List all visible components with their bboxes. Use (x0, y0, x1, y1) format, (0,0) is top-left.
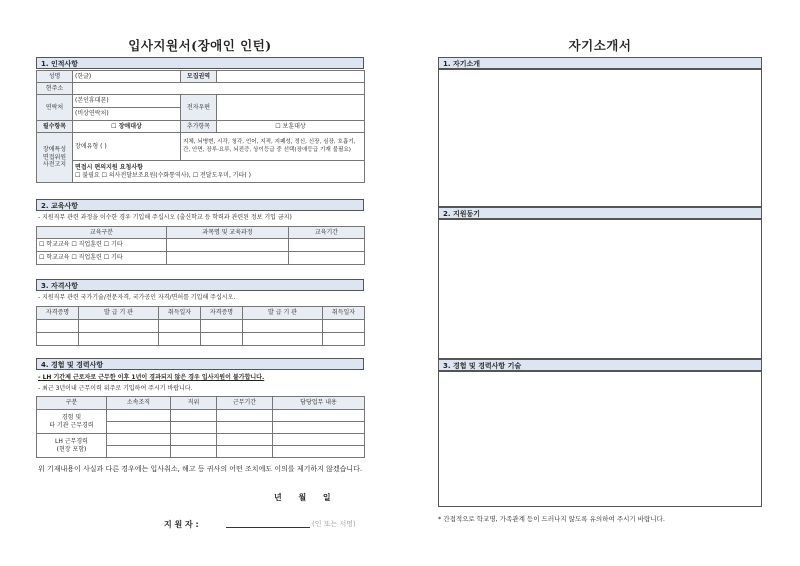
exp-position-field[interactable] (171, 422, 217, 434)
education-type-checkboxes[interactable]: ☐ 학교교육 ☐ 직업훈련 ☐ 기타 (37, 239, 167, 252)
section-education-header: 2. 교육사항 (36, 199, 364, 211)
sign-date: 년 월 일 (274, 493, 331, 502)
exp-lh-label: LH 근무경력 (현장 포함) (37, 434, 107, 458)
interview-support-title: 면접시 편의지원 요청사항 (75, 164, 143, 171)
q1-answer-box[interactable] (438, 69, 762, 207)
disability-type-options: 지체, 뇌병변, 시각, 청각, 언어, 지적, 지폐성, 정신, 신장, 심장, 호흡기, 간, 안면, 장루·요루, 뇌전증, 상이등급 중 선택(장애등급 기재 불필요) (181, 133, 365, 161)
exp-position-field[interactable] (171, 434, 217, 446)
exp-duty-field[interactable] (273, 446, 365, 458)
email-field[interactable] (217, 95, 365, 121)
course-name-field[interactable] (167, 252, 289, 265)
disability-notice-label: 장애특성 면접위원 사전고지 (37, 133, 73, 183)
recruit-region-label: 모집권역 (181, 71, 217, 83)
cert-issuer-header: 발 급 기 관 (243, 307, 323, 320)
education-table (36, 226, 365, 265)
q2-header: 2. 지원동기 (438, 207, 762, 219)
interview-support-options[interactable]: ☐ 불필요 ☐ 의사전달보조요원(수화통역사), ☐ 전달도우미, 기타( ) (75, 171, 251, 179)
education-type-checkboxes[interactable]: ☐ 학교교육 ☐ 직업훈련 ☐ 기타 (37, 252, 167, 265)
exp-other-org-label: 경험 및 타 기관 근무경력 (37, 410, 107, 434)
disability-type-field[interactable]: 장애유형 ( ) (73, 133, 181, 161)
contact-label: 연락처 (37, 95, 73, 121)
exp-position-header: 직위 (171, 397, 217, 410)
exp-org-field[interactable] (107, 422, 171, 434)
applicant-label: 지 원 자 : (164, 520, 199, 529)
q3-header: 3. 경험 및 경력사항 기술 (438, 359, 762, 371)
cert-name-field[interactable] (37, 333, 79, 346)
cert-issuer-header: 발 급 기 관 (79, 307, 159, 320)
exp-period-field[interactable] (217, 422, 273, 434)
exp-period-field[interactable] (217, 410, 273, 422)
address-field[interactable] (73, 83, 365, 95)
exp-duty-field[interactable] (273, 410, 365, 422)
exp-period-field[interactable] (217, 446, 273, 458)
course-name-field[interactable] (167, 239, 289, 252)
exp-position-field[interactable] (171, 410, 217, 422)
cert-name-header: 자격증명 (37, 307, 79, 320)
recruit-region-field[interactable] (217, 71, 365, 83)
education-period-header: 교육기간 (289, 227, 365, 239)
disabled-target-checkbox[interactable]: ☐ 장애대상 (73, 121, 181, 133)
contact-mobile-field[interactable]: (본인휴대폰) (73, 95, 181, 108)
section-certificates-header: 3. 자격사항 (36, 279, 364, 291)
self-intro-title: 자기소개서 (568, 38, 632, 53)
email-label: 전자우편 (181, 95, 217, 121)
certificates-table (36, 306, 365, 346)
exp-org-header: 소속조직 (107, 397, 171, 410)
required-items-label: 필수항목 (37, 121, 73, 133)
cert-date-field[interactable] (159, 320, 201, 333)
interview-support-cell (73, 161, 365, 183)
experience-note: - 최근 3년이내 근무이력 위주로 기입하여 주시기 바랍니다. (38, 385, 193, 392)
signature-hint: (인 또는 서명) (312, 520, 356, 528)
q1-header: 1. 자기소개 (438, 57, 762, 69)
exp-org-field[interactable] (107, 446, 171, 458)
exp-org-field[interactable] (107, 434, 171, 446)
exp-duty-field[interactable] (273, 422, 365, 434)
pledge-text: 위 기재내용이 사실과 다른 경우에는 입사취소, 해고 등 귀사의 어떤 조치에도 이의를 제기하지 않겠습니다. (38, 465, 363, 473)
cert-name-field[interactable] (37, 320, 79, 333)
cert-date-header: 취득일자 (159, 307, 201, 320)
education-period-field[interactable] (289, 239, 365, 252)
section-personal-info-header: 1. 인적사항 (36, 57, 364, 69)
education-type-header: 교육구분 (37, 227, 167, 239)
cert-date-field[interactable] (323, 333, 365, 346)
education-note: - 지원직무 관련 과정을 이수한 경우 기입해 주십시오 (출신학교 등 학력과 관련된 정보 기입 금지) (38, 214, 292, 221)
name-label: 성명 (37, 71, 73, 83)
exp-org-field[interactable] (107, 410, 171, 422)
self-intro-footnote: * 간접적으로 학교명, 가족관계 등이 드러나지 않도록 유의하여 주시기 바랍니다. (438, 515, 665, 523)
q3-answer-box[interactable] (438, 371, 762, 507)
cert-issuer-field[interactable] (243, 320, 323, 333)
exp-position-field[interactable] (171, 446, 217, 458)
exp-duty-header: 담당업무 내용 (273, 397, 365, 410)
name-field[interactable]: (한글) (73, 71, 181, 83)
cert-name-field[interactable] (201, 320, 243, 333)
exp-period-field[interactable] (217, 434, 273, 446)
course-name-header: 과목명 및 교육과정 (167, 227, 289, 239)
certificates-note: - 지원직무 관련 국가기술/전문자격, 국가공인 자격/면허를 기입해 주십시오. (38, 294, 236, 301)
cert-issuer-field[interactable] (79, 333, 159, 346)
optional-items-label: 추가항목 (181, 121, 217, 133)
section-experience-header: 4. 경험 및 경력사항 (36, 358, 364, 370)
veteran-checkbox[interactable]: ☐ 보훈대상 (217, 121, 365, 133)
contact-emergency-field[interactable]: (비상연락처) (73, 108, 181, 121)
cert-issuer-field[interactable] (243, 333, 323, 346)
exp-duty-field[interactable] (273, 434, 365, 446)
personal-info-table (36, 70, 365, 183)
signature-line[interactable] (226, 527, 310, 528)
experience-table (36, 396, 365, 458)
cert-name-field[interactable] (201, 333, 243, 346)
education-period-field[interactable] (289, 252, 365, 265)
q2-answer-box[interactable] (438, 219, 762, 359)
cert-issuer-field[interactable] (79, 320, 159, 333)
address-label: 현주소 (37, 83, 73, 95)
exp-period-header: 근무기간 (217, 397, 273, 410)
cert-date-field[interactable] (323, 320, 365, 333)
experience-warning-note: - LH 기간제 근로자로 근무한 이후 1년이 경과되지 않은 경우 입사지원이 불가합니다. (38, 374, 265, 381)
application-title: 입사지원서(장애인 인턴) (128, 38, 272, 53)
exp-type-header: 구분 (37, 397, 107, 410)
cert-date-header: 취득일자 (323, 307, 365, 320)
cert-name-header: 자격증명 (201, 307, 243, 320)
cert-date-field[interactable] (159, 333, 201, 346)
